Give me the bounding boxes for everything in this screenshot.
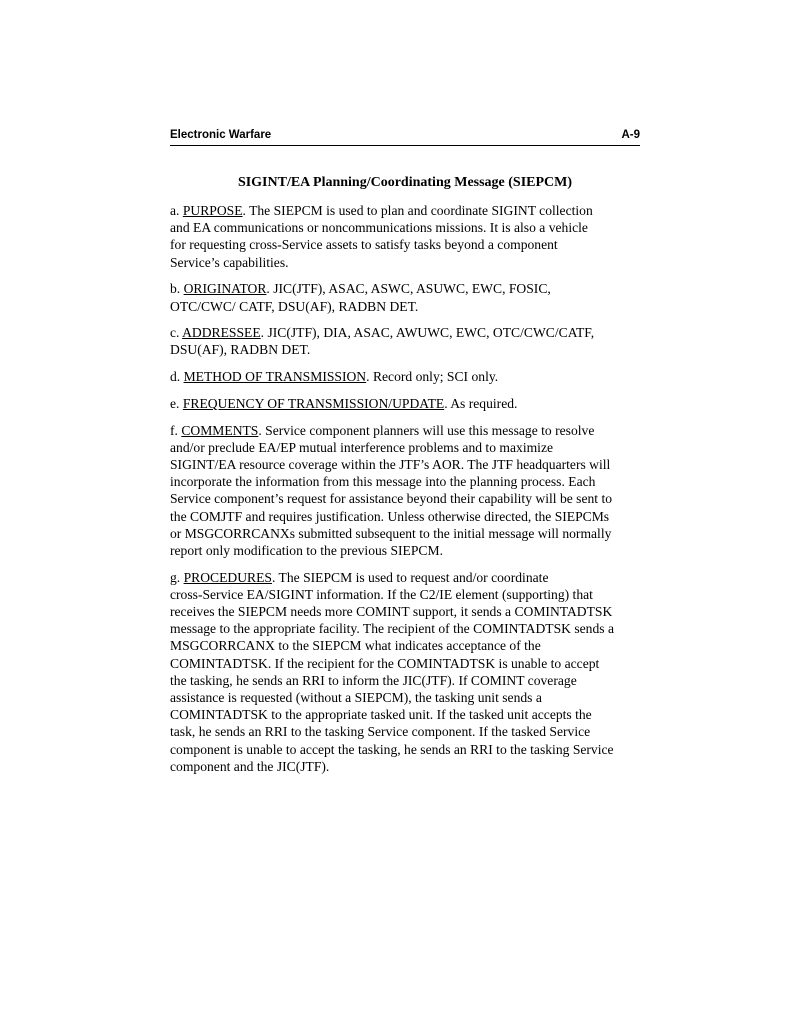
section-text: . JIC(JTF), ASAC, ASWC, ASUWC, EWC, FOSIC, bbox=[266, 281, 551, 297]
section-heading: ORIGINATOR bbox=[183, 281, 267, 297]
section-text: COMINTADTSK to the appropriate tasked unit. If the tasked unit accepts the bbox=[170, 707, 592, 723]
section-first-line bbox=[170, 368, 642, 385]
section-first-line bbox=[170, 280, 642, 297]
section-text: DSU(AF), RADBN DET. bbox=[170, 342, 311, 358]
header-rule bbox=[170, 145, 640, 146]
section-first-line bbox=[170, 569, 642, 586]
section-text: task, he sends an RRI to the tasking Service component. If the tasked Service bbox=[170, 724, 591, 740]
section-text: the COMJTF and requires justification. Unless otherwise directed, the SIEPCMs bbox=[170, 508, 610, 524]
section-originator bbox=[170, 280, 642, 314]
section-text: MSGCORRCANX to the SIEPCM what indicates acceptance of the bbox=[170, 638, 541, 654]
section-heading: COMMENTS bbox=[181, 422, 259, 438]
section-comments bbox=[170, 422, 642, 560]
section-text: COMINTADTSK. If the recipient for the COMINTADTSK is unable to accept bbox=[170, 655, 600, 671]
section-text: . Service component planners will use this message to resolve bbox=[258, 422, 595, 438]
section-label: a. bbox=[170, 203, 183, 218]
section-label: d. bbox=[170, 369, 184, 385]
section-heading: PURPOSE bbox=[182, 203, 243, 218]
section-text: Service component’s request for assistance beyond their capability will be sent to bbox=[170, 491, 613, 507]
section-text: and/or preclude EA/EP mutual interference problems and to maximize bbox=[170, 439, 554, 455]
section-label: b. bbox=[170, 281, 184, 297]
section-label: g. bbox=[170, 569, 184, 585]
section-method-of-transmission bbox=[170, 368, 642, 385]
section-procedures bbox=[170, 569, 642, 775]
section-text: . JIC(JTF), DIA, ASAC, AWUWC, EWC, OTC/CWC/CATF, bbox=[260, 325, 595, 341]
section-text: assistance is requested (without a SIEPCM), the tasking unit sends a bbox=[170, 690, 542, 706]
section-text: Service’s capabilities. bbox=[170, 254, 289, 270]
section-heading: ADDRESSEE bbox=[182, 325, 261, 341]
section-heading: FREQUENCY OF TRANSMISSION/UPDATE bbox=[182, 395, 445, 411]
section-text: report only modification to the previous SIEPCM. bbox=[170, 542, 443, 558]
section-text: . The SIEPCM is used to request and/or coordinate bbox=[271, 569, 549, 585]
section-heading: PROCEDURES bbox=[183, 569, 272, 585]
section-first-line bbox=[170, 202, 642, 219]
section-text: message to the appropriate facility. The recipient of the COMINTADTSK sends a bbox=[170, 621, 614, 637]
running-header bbox=[170, 129, 640, 145]
section-first-line bbox=[170, 395, 642, 412]
section-label: c. bbox=[170, 325, 183, 341]
section-text: cross-Service EA/SIGINT information. If the C2/IE element (supporting) that bbox=[170, 586, 593, 602]
section-text: or MSGCORRCANXs submitted subsequent to the initial message will normally bbox=[170, 525, 612, 541]
page-number: A-9 bbox=[621, 129, 640, 141]
section-text: OTC/CWC/ CATF, DSU(AF), RADBN DET. bbox=[170, 298, 419, 314]
section-label: e. bbox=[170, 395, 183, 411]
section-heading: METHOD OF TRANSMISSION bbox=[183, 369, 367, 385]
section-label: f. bbox=[170, 422, 182, 438]
section-text: the tasking, he sends an RRI to inform the JIC(JTF). If COMINT coverage bbox=[170, 672, 577, 688]
section-text: component and the JIC(JTF). bbox=[170, 758, 330, 774]
section-text: component is unable to accept the tasking, he sends an RRI to the tasking Service bbox=[170, 741, 614, 757]
section-purpose bbox=[170, 202, 642, 271]
section-text: . Record only; SCI only. bbox=[366, 369, 499, 385]
section-addressee bbox=[170, 324, 642, 358]
section-first-line bbox=[170, 324, 642, 341]
section-text: and EA communications or noncommunications missions. It is also a vehicle bbox=[170, 220, 588, 236]
chapter-title: Electronic Warfare bbox=[170, 129, 272, 141]
message-body bbox=[170, 202, 642, 785]
section-frequency bbox=[170, 395, 642, 412]
section-first-line bbox=[170, 422, 642, 439]
section-text: . As required. bbox=[444, 395, 518, 411]
section-text: incorporate the information from this message into the planning process. Each bbox=[170, 474, 596, 490]
section-text: receives the SIEPCM needs more COMINT support, it sends a COMINTADTSK bbox=[170, 604, 613, 620]
page-title: SIGINT/EA Planning/Coordinating Message (SIEPCM) bbox=[237, 175, 573, 190]
section-text: for requesting cross-Service assets to satisfy tasks beyond a component bbox=[170, 237, 558, 253]
section-text: . The SIEPCM is used to plan and coordinate SIGINT collection bbox=[242, 203, 593, 218]
section-text: SIGINT/EA resource coverage within the JTF’s AOR. The JTF headquarters will bbox=[170, 456, 611, 472]
